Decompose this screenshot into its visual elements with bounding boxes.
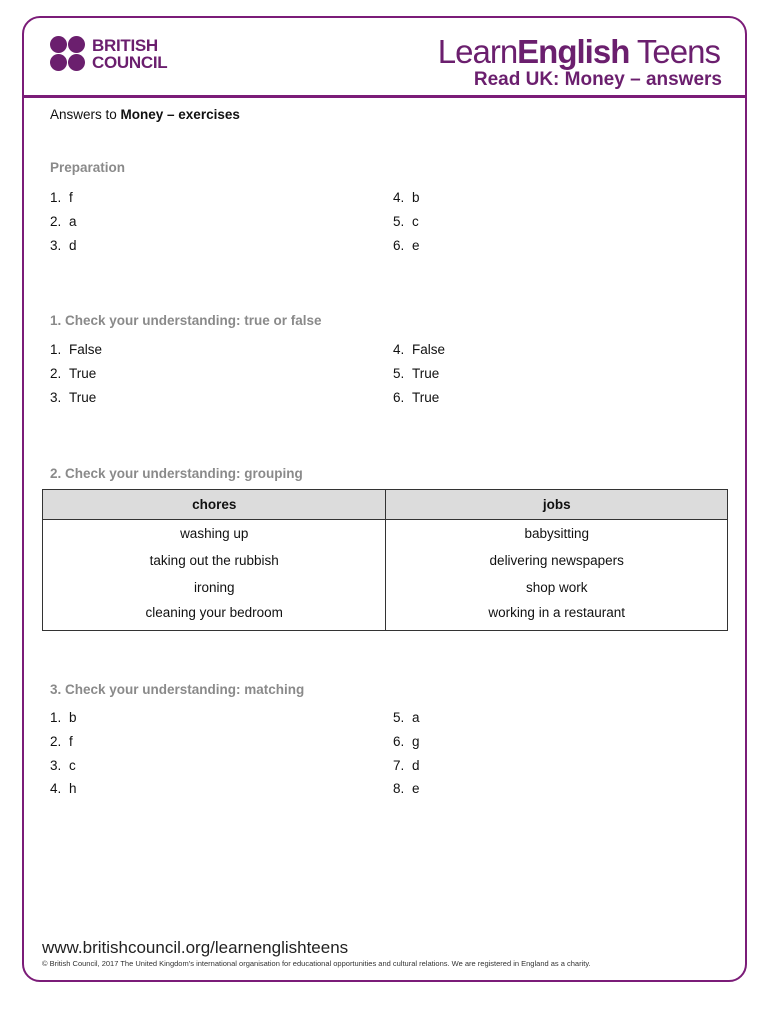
section-title-preparation: Preparation	[50, 160, 126, 175]
logo-line-2: COUNCIL	[92, 53, 168, 72]
header-divider	[22, 95, 747, 98]
british-council-logo	[50, 36, 167, 72]
logo-line-1: BRITISH	[92, 36, 158, 55]
intro-line: Answers to Money – exercises	[50, 107, 240, 122]
answer-item: 1. False	[50, 342, 103, 357]
answer-item: 2. a	[50, 213, 77, 229]
document-title: Read UK: Money – answers	[473, 69, 722, 90]
answer-item: 7. d	[393, 757, 420, 773]
answer-item: 4. b	[393, 190, 420, 205]
answer-item: 1. b	[50, 710, 77, 725]
table-cell: babysitting	[386, 520, 728, 547]
answer-item: 4. False	[393, 342, 446, 357]
table-header-chores: chores	[43, 490, 386, 520]
answer-column	[393, 342, 445, 413]
table-row	[43, 520, 728, 547]
table-cell: working in a restaurant	[386, 601, 728, 631]
answer-item: 2. f	[50, 733, 73, 749]
table-row	[43, 601, 728, 631]
section-title-matching: 3. Check your understanding: matching	[50, 682, 305, 697]
table-cell: ironing	[43, 574, 386, 601]
answer-item: 3. True	[50, 389, 97, 405]
answer-column	[393, 710, 420, 805]
grouping-table	[42, 489, 728, 631]
answer-item: 5. c	[393, 213, 419, 229]
answer-column	[50, 710, 77, 805]
table-cell: shop work	[386, 574, 728, 601]
table-cell: washing up	[43, 520, 386, 547]
table-cell: delivering newspapers	[386, 547, 728, 574]
learnenglish-teens-brand: LearnEnglish Teens	[437, 33, 720, 70]
footer-url[interactable]: www.britishcouncil.org/learnenglishteens	[42, 938, 349, 957]
answer-item: 5. True	[393, 365, 440, 381]
answer-item: 3. d	[50, 237, 77, 253]
section-title-grouping: 2. Check your understanding: grouping	[50, 466, 303, 481]
answer-item: 2. True	[50, 365, 97, 381]
table-row	[43, 547, 728, 574]
answer-item: 5. a	[393, 710, 420, 725]
footer-copyright: © British Council, 2017 The United Kingdom’s international organisation for educational opportunities and cultural relations. We are registered in England as a charity.	[42, 959, 591, 968]
answer-column	[393, 190, 420, 261]
table-cell: taking out the rubbish	[43, 547, 386, 574]
table-row	[43, 574, 728, 601]
answer-item: 8. e	[393, 781, 420, 797]
answer-item: 6. True	[393, 389, 440, 405]
table-header-jobs: jobs	[386, 490, 728, 520]
answer-item: 6. g	[393, 733, 420, 749]
answer-item: 1. f	[50, 190, 73, 205]
answer-item: 4. h	[50, 781, 77, 797]
section-title-true-false: 1. Check your understanding: true or false	[50, 313, 322, 328]
logo-dots-icon	[50, 36, 86, 72]
table-cell: cleaning your bedroom	[43, 601, 386, 631]
answer-column	[50, 342, 102, 413]
answer-item: 3. c	[50, 757, 76, 773]
answer-column	[50, 190, 77, 261]
answer-item: 6. e	[393, 237, 420, 253]
